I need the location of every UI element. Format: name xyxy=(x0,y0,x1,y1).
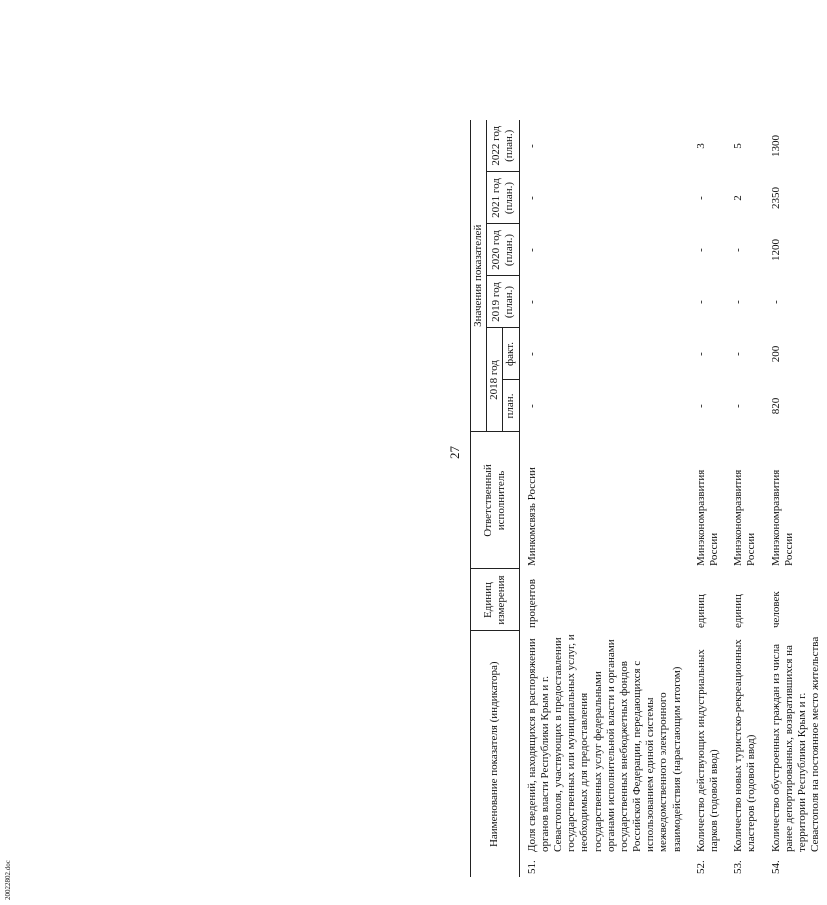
header-year-2021: 2021 год (план.) xyxy=(487,172,519,224)
header-indicator: Наименование показателя (индикатора) xyxy=(471,631,520,877)
row-executor: Минкомсвязь России xyxy=(525,467,538,566)
header-executor: Ответственный исполнитель xyxy=(471,432,520,569)
row-2022: - xyxy=(525,144,538,148)
row-unit: единиц xyxy=(694,594,707,628)
header-year-2020: 2020 год (план.) xyxy=(487,224,519,276)
row-indicator: Количество новых туристско-рекреационных кластеров (годовой ввод) xyxy=(732,639,758,852)
row-2021: 2350 xyxy=(769,187,782,209)
header-year-2018: 2018 год xyxy=(487,328,503,432)
row-executor: Минэкономразвития России xyxy=(732,469,758,566)
row-2019: - xyxy=(525,300,538,304)
row-2022: 3 xyxy=(694,143,707,149)
row-2021: 2 xyxy=(732,195,745,201)
table-header xyxy=(471,120,520,877)
row-indicator: Количество действующих индустриальных парков (годовой ввод) xyxy=(694,649,720,852)
row-2018-fact: - xyxy=(694,352,707,356)
row-unit: человек xyxy=(769,591,782,628)
header-values-group: Значения показателей xyxy=(471,120,487,432)
row-2020: 1200 xyxy=(769,239,782,261)
table-row xyxy=(764,120,827,877)
row-2020: - xyxy=(694,248,707,252)
row-2018-plan: - xyxy=(525,404,538,408)
row-2018-plan: 820 xyxy=(769,397,782,415)
table-row xyxy=(726,120,763,877)
table-row xyxy=(519,120,689,877)
row-2022: 5 xyxy=(732,143,745,149)
row-2019: - xyxy=(732,300,745,304)
row-2021: - xyxy=(525,196,538,200)
row-unit: процентов xyxy=(525,579,538,628)
indicators-table xyxy=(470,120,827,877)
header-2018-plan: план. xyxy=(503,380,519,432)
document-code: 20022802.doc xyxy=(4,860,12,900)
row-2018-fact: - xyxy=(525,352,538,356)
row-2019: - xyxy=(694,300,707,304)
row-number: 53. xyxy=(732,860,745,874)
row-indicator: Количество обустроенных граждан из числа ранее депортированных, возвратившихся на территории Республики Крым и г. Севастополя на постоянное место жительства xyxy=(769,636,822,852)
row-2022: 1300 xyxy=(769,135,782,157)
row-2018-plan: - xyxy=(732,404,745,408)
row-unit: единиц xyxy=(732,594,745,628)
row-2019: - xyxy=(769,300,782,304)
row-number: 54. xyxy=(769,860,782,874)
header-year-2022: 2022 год (план.) xyxy=(487,120,519,172)
row-2021: - xyxy=(694,196,707,200)
row-number: 51. xyxy=(525,860,538,874)
row-number: 52. xyxy=(694,860,707,874)
row-indicator: Доля сведений, находящихся в распоряжении органов власти Республики Крым и г. Севастополя, участвующих в предоставлении государственных или муниципальных услуг, и необходимых для предоставления государственных услуг федеральными органами исполнительной власти и органами государственных внебюджетных фондов Российской Федерации, передающихся с использованием единой системы межведомственного электронного взаимодействия (нарастающим итогом) xyxy=(525,634,683,852)
page-number: 27 xyxy=(447,446,462,459)
header-year-2019: 2019 год (план.) xyxy=(487,276,519,328)
row-executor: Минэкономразвития России xyxy=(694,469,720,566)
row-2020: - xyxy=(732,248,745,252)
row-2018-plan: - xyxy=(694,404,707,408)
table-row xyxy=(689,120,726,877)
row-2018-fact: - xyxy=(732,352,745,356)
row-2020: - xyxy=(525,248,538,252)
row-2018-fact: 200 xyxy=(769,345,782,363)
header-unit: Единиц измерения xyxy=(471,569,520,631)
row-executor: Минэкономразвития России xyxy=(769,469,795,566)
header-2018-fact: факт. xyxy=(503,328,519,380)
